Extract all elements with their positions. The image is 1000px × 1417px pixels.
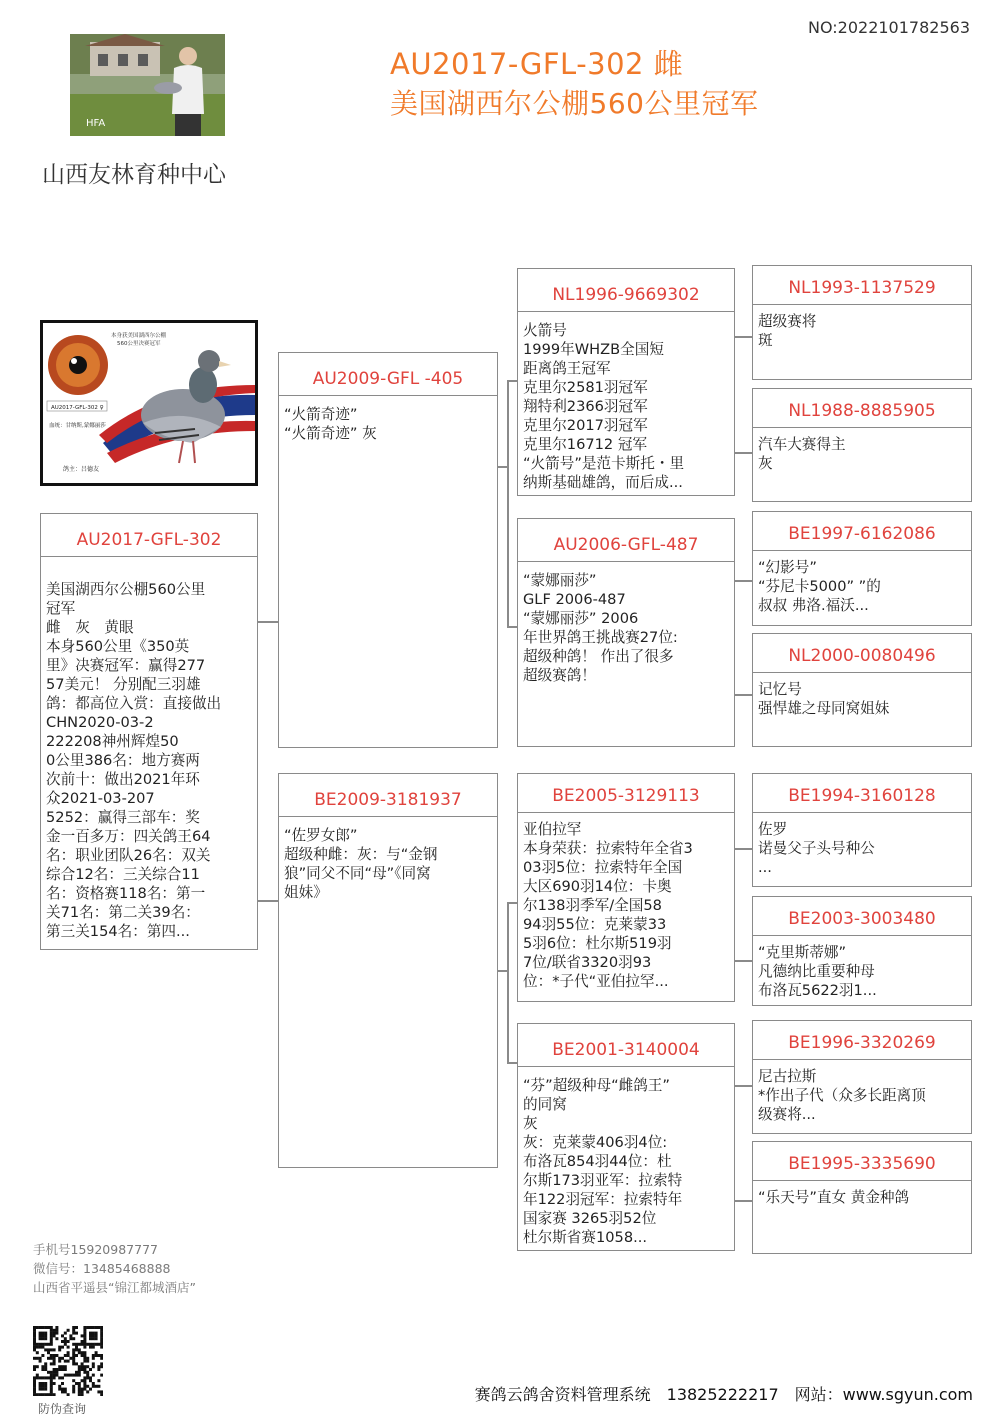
- pedigree-sire-dam-box: [517, 518, 735, 747]
- footer-credits: 赛鸽云鸽舍资料管理系统 13825222217 网站：www.sgyun.com: [474, 1385, 973, 1404]
- connector-line: [258, 900, 278, 902]
- contact-address: 山西省平遥县“锦江都城酒店”: [33, 1280, 196, 1295]
- connector-line: [498, 466, 507, 468]
- pedigree-dam-sire-box: [517, 773, 735, 1002]
- pedigree-great-grandparent-box: [752, 1141, 972, 1254]
- qr-label: 防伪查询: [38, 1402, 87, 1416]
- organization-name: 山西友林育种中心: [42, 162, 226, 188]
- connector-line: [735, 694, 752, 696]
- connector-line: [735, 848, 752, 850]
- connector-line: [735, 452, 752, 454]
- gg-ring-number: NL1993-1137529: [753, 266, 971, 305]
- contact-phone: 手机号15920987777: [33, 1242, 158, 1257]
- sire-sire-ring-number: NL1996-9669302: [518, 269, 734, 312]
- gg-ring-number: NL2000-0080496: [753, 634, 971, 673]
- sire-dam-ring-number: AU2006-GFL-487: [518, 519, 734, 562]
- gg-info: 超级赛将 斑: [758, 313, 817, 349]
- gg-ring-number: BE1996-3320269: [753, 1021, 971, 1060]
- connector-line: [735, 1200, 752, 1202]
- document-number: NO:2022101782563: [807, 18, 970, 37]
- gg-info: “克里斯蒂娜” 凡德纳比重要种母 布洛瓦5622羽1...: [758, 944, 877, 999]
- pedigree-great-grandparent-box: [752, 388, 972, 502]
- photo-caption-top2: 560公里决赛冠军: [117, 341, 161, 347]
- pedigree-great-grandparent-box: [752, 1020, 972, 1134]
- photo-caption-top1: 本身获美国湖西尔公棚: [111, 333, 167, 339]
- connector-line: [258, 621, 278, 623]
- connector-line: [507, 380, 509, 626]
- connector-line: [507, 1062, 517, 1064]
- qr-code[interactable]: [33, 1326, 103, 1396]
- connector-line: [735, 1085, 752, 1087]
- photo-bloodline: 血统：甘纳斯,蒙娜丽莎: [49, 423, 106, 429]
- dam-dam-info: “芬”超级种母“雌鸽王” 的同窝 灰 灰：克莱蒙406羽4位: 布洛瓦854羽44位：杜 尔斯173羽亚军：拉索特 年122羽冠军：拉索特年 国家赛 3265羽52位 杜尔斯省赛1058...: [523, 1077, 683, 1246]
- connector-line: [507, 902, 509, 1062]
- contact-wechat: 微信号：13485468888: [33, 1261, 171, 1276]
- page-title: AU2017-GFL-302 雌: [390, 47, 684, 81]
- dam-ring-number: BE2009-3181937: [279, 774, 497, 817]
- pedigree-great-grandparent-box: [752, 773, 972, 887]
- pedigree-dam-dam-box: [517, 1023, 735, 1251]
- connector-line: [507, 902, 517, 904]
- connector-line: [507, 626, 517, 628]
- gg-ring-number: NL1988-8885905: [753, 389, 971, 428]
- connector-line: [507, 380, 517, 382]
- dam-sire-ring-number: BE2005-3129113: [518, 774, 734, 813]
- pedigree-great-grandparent-box: [752, 896, 972, 1006]
- dam-info: “佐罗女郎” 超级种雌：灰：与“金钢 狼”同父不同“母”《同窝 姐妹》: [284, 827, 438, 901]
- connector-line: [735, 580, 752, 582]
- pedigree-great-grandparent-box: [752, 265, 972, 380]
- gg-ring-number: BE1997-6162086: [753, 512, 971, 551]
- page-subtitle: 美国湖西尔公棚560公里冠军: [390, 87, 759, 120]
- dam-sire-info: 亚伯拉罕 本身荣获：拉索特年全省3 03羽5位：拉索特年全国 大区690羽14位：卡奥 尔138羽季军/全国58 94羽55位：克莱蒙33 5羽6位：杜尔斯519羽 7位/联省3320羽93 位：*子代“亚伯拉罕...: [523, 821, 693, 990]
- pedigree-subject-box: [40, 513, 258, 950]
- gg-info: “幻影号” “芬尼卡5000” ”的 叔叔 弗洛.福沃...: [758, 559, 881, 614]
- gg-ring-number: BE2003-3003480: [753, 897, 971, 936]
- photo-owner-caption: 鸽主：吕德友: [63, 466, 100, 473]
- photo-ring-caption: AU2017-GFL-302 ♀: [51, 405, 104, 411]
- gg-ring-number: BE1994-3160128: [753, 774, 971, 813]
- sire-dam-info: “蒙娜丽莎” GLF 2006-487 “蒙娜丽莎” 2006 年世界鸽王挑战赛27位: 超级种鸽！ 作出了很多 超级赛鸽！: [523, 572, 678, 684]
- gg-info: 尼古拉斯 *作出子代（众多长距离顶 级赛将...: [758, 1068, 926, 1123]
- gg-ring-number: BE1995-3335690: [753, 1142, 971, 1181]
- sire-ring-number: AU2009-GFL -405: [279, 353, 497, 396]
- connector-line: [735, 960, 752, 962]
- photo-watermark: HFA: [86, 118, 106, 129]
- pedigree-sire-box: [278, 352, 498, 748]
- pedigree-sire-sire-box: [517, 268, 735, 496]
- connector-line: [735, 336, 752, 338]
- sire-info: “火箭奇迹” “火箭奇迹” 灰: [284, 406, 377, 442]
- subject-ring-number: AU2017-GFL-302: [41, 514, 257, 557]
- pigeon-photo: [40, 320, 258, 486]
- dam-dam-ring-number: BE2001-3140004: [518, 1024, 734, 1067]
- pedigree-dam-box: [278, 773, 498, 1168]
- pedigree-great-grandparent-box: [752, 511, 972, 626]
- gg-info: 记忆号 强悍雄之母同窝姐妹: [758, 681, 890, 717]
- gg-info: 佐罗 诺曼父子头号种公 ...: [758, 821, 875, 876]
- gg-info: 汽车大赛得主 灰: [758, 436, 846, 472]
- connector-line: [498, 970, 507, 972]
- subject-info: 美国湖西尔公棚560公里 冠军 雌 灰 黄眼 本身560公里《350英 里》决赛冠军：赢得277 57美元！ 分别配三羽雄 鸽：都高位入赏：直接做出 CHN2020-03-2 222208神州辉煌50 0公里386名：地方赛两 次前十：做出2021年环 众2021-03-207 5252：赢得三部车：奖 金一百多万：四关鸽王64 名：职业团队26名：双关 综合12名：三关综合11 名：资格赛118名：第一 关71名：第二关39名： 第三关154名：第四...: [46, 581, 222, 940]
- gg-info: “乐天号”直女 黄金种鸽: [758, 1189, 910, 1206]
- sire-sire-info: 火箭号 1999年WHZB全国短 距离鸽王冠军 克里尔2581羽冠军 翔特利2366羽冠军 克里尔2017羽冠军 克里尔16712 冠军 “火箭号”是范卡斯托・里 纳斯基础雄鸽，而后成...: [523, 322, 685, 491]
- owner-photo: [70, 34, 225, 136]
- pedigree-great-grandparent-box: [752, 633, 972, 747]
